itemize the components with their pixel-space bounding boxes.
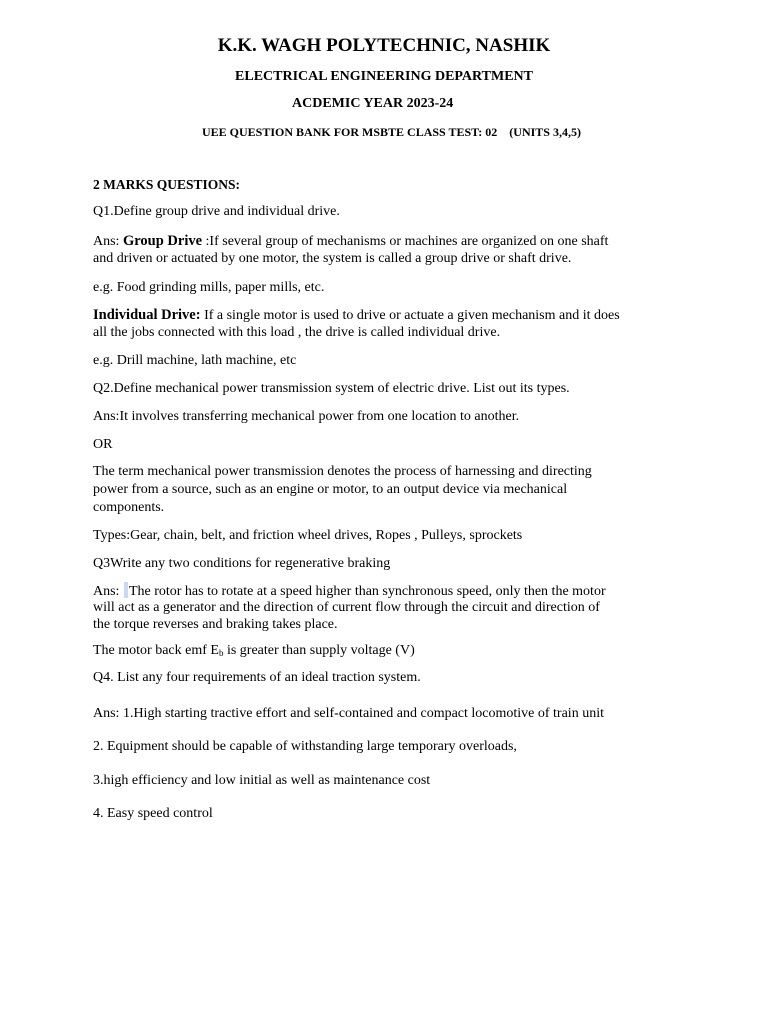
institution-title: K.K. WAGH POLYTECHNIC, NASHIK [217,35,551,56]
ans-prefix: Ans: [93,234,123,249]
section-heading: 2 MARKS QUESTIONS: [93,177,241,192]
q3-answer-line3: the torque reverses and braking takes place. [93,617,338,632]
group-drive-text: :If several group of mechanisms or machines are organized on one shaft [202,234,609,249]
emf-subscript: b [218,648,224,658]
q4-item-4: 4. Easy speed control [93,806,213,821]
q2-alt-line2: power from a source, such as an engine or motor, to an output device via mechanical [93,482,568,497]
q2-alt-line1: The term mechanical power transmission denotes the process of harnessing and directing [93,464,592,479]
ans-prefix: Ans: [93,584,123,599]
question-bank-name: UEE QUESTION BANK FOR MSBTE CLASS TEST: 02 [202,125,498,139]
q2-alt-line3: components. [93,500,165,515]
individual-drive-example: e.g. Drill machine, lath machine, etc [93,353,297,368]
q2-or: OR [93,437,113,452]
individual-drive-text: If a single motor is used to drive or actuate a given mechanism and it does [200,308,620,323]
q3-question: Q3Write any two conditions for regenerative braking [93,556,391,571]
q4-answer-1: Ans: 1.High starting tractive effort and self-contained and compact locomotive of train unit [93,706,604,721]
group-drive-example: e.g. Food grinding mills, paper mills, etc. [93,280,325,295]
q3-answer-line2: will act as a generator and the direction of current flow through the circuit and direction of [93,600,600,615]
emf-text-end: is greater than supply voltage (V) [223,643,415,658]
q1-answer-line1 [93,232,608,251]
emf-text: The motor back emf E [93,643,219,658]
q4-question: Q4. List any four requirements of an ideal traction system. [93,670,421,685]
q3-emf-line [93,642,415,662]
individual-drive-label: Individual Drive: [93,307,201,323]
individual-drive-line1 [93,306,620,325]
individual-drive-line2: all the jobs connected with this load , the drive is called individual drive. [93,325,501,340]
q2-question: Q2.Define mechanical power transmission system of electric drive. List out its types. [93,381,570,396]
academic-year: ACDEMIC YEAR 2023-24 [292,96,454,111]
q1-question: Q1.Define group drive and individual drive. [93,204,340,219]
q4-item-2: 2. Equipment should be capable of withstanding large temporary overloads, [93,739,517,754]
text-cursor [124,582,128,598]
q2-types: Types:Gear, chain, belt, and friction wheel drives, Ropes , Pulleys, sprockets [93,528,523,543]
group-drive-label: Group Drive [122,233,203,249]
q3-answer-text: The rotor has to rotate at a speed higher than synchronous speed, only then the motor [128,584,606,599]
q4-item-3: 3.high efficiency and low initial as well as maintenance cost [93,773,431,788]
q1-answer-line2: and driven or actuated by one motor, the system is called a group drive or shaft drive. [93,251,572,266]
department-title: ELECTRICAL ENGINEERING DEPARTMENT [235,69,533,84]
q2-answer: Ans:It involves transferring mechanical power from one location to another. [93,409,520,424]
units-label: (UNITS 3,4,5) [509,125,581,139]
question-bank-title [202,123,581,141]
